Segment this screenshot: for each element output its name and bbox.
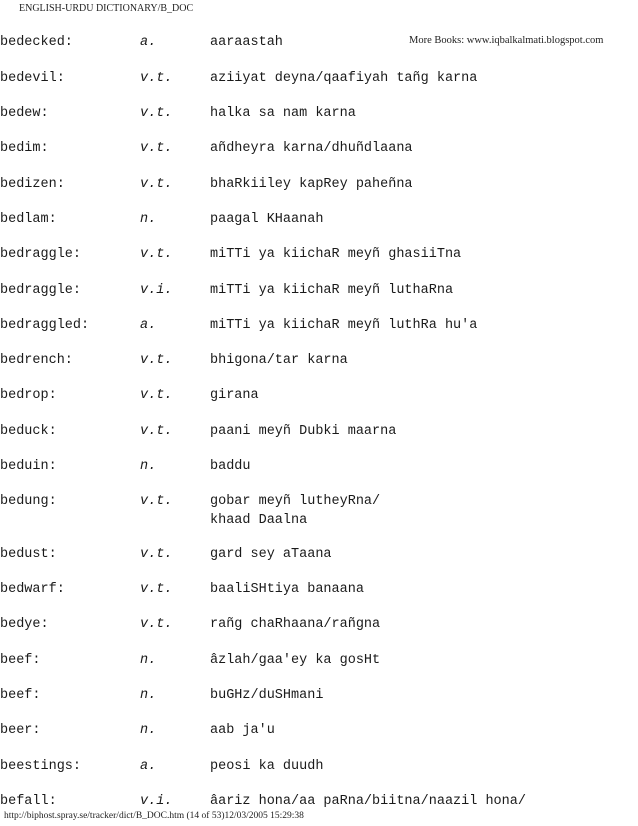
- entry-meaning: gard sey aTaana: [210, 547, 332, 562]
- entry-meaning: buGHz/duSHmani: [210, 688, 324, 703]
- entry-part-of-speech: a.: [140, 759, 157, 774]
- entry-meaning: âariz hona/aa paRna/biitna/naazil hona/: [210, 794, 526, 809]
- entry-word: bedevil:: [0, 71, 65, 86]
- entry-part-of-speech: v.t.: [140, 141, 173, 156]
- entry-part-of-speech: v.t.: [140, 388, 173, 403]
- entry-word: beduck:: [0, 424, 57, 439]
- entry-part-of-speech: n.: [140, 653, 157, 668]
- entry-meaning: miTTi ya kiichaR meyñ luthaRna: [210, 283, 454, 298]
- entry-meaning: aziiyat deyna/qaafiyah tañg karna: [210, 71, 478, 86]
- entry-word: bedraggled:: [0, 318, 90, 333]
- entry-part-of-speech: v.t.: [140, 177, 173, 192]
- entry-part-of-speech: v.i.: [140, 794, 173, 809]
- entry-word: beef:: [0, 653, 41, 668]
- entry-part-of-speech: v.t.: [140, 547, 173, 562]
- entry-meaning: paani meyñ Dubki maarna: [210, 424, 397, 439]
- entry-meaning: añdheyra karna/dhuñdlaana: [210, 141, 413, 156]
- entry-word: bedraggle:: [0, 247, 82, 262]
- entry-word: beestings:: [0, 759, 82, 774]
- entry-word: bedust:: [0, 547, 57, 562]
- entry-meaning: baddu: [210, 459, 251, 474]
- entry-meaning: bhigona/tar karna: [210, 353, 348, 368]
- entry-part-of-speech: v.t.: [140, 353, 173, 368]
- entry-word: beef:: [0, 688, 41, 703]
- entry-part-of-speech: v.t.: [140, 424, 173, 439]
- entry-word: befall:: [0, 794, 57, 809]
- entry-meaning: bhaRkiiley kapRey paheñna: [210, 177, 413, 192]
- entry-word: bedizen:: [0, 177, 65, 192]
- entry-word: bedecked:: [0, 35, 73, 50]
- entry-meaning: gobar meyñ lutheyRna/: [210, 494, 381, 509]
- entry-part-of-speech: a.: [140, 35, 157, 50]
- entry-part-of-speech: n.: [140, 723, 157, 738]
- entry-meaning: peosi ka duudh: [210, 759, 324, 774]
- entry-part-of-speech: v.t.: [140, 247, 173, 262]
- entry-part-of-speech: v.t.: [140, 106, 173, 121]
- entry-word: bedye:: [0, 617, 49, 632]
- footer-url: http://biphost.spray.se/tracker/dict/B_DOC.htm (14 of 53)12/03/2005 15:29:38: [4, 811, 304, 821]
- entry-part-of-speech: v.t.: [140, 71, 173, 86]
- entry-word: bedlam:: [0, 212, 57, 227]
- entry-meaning: aab ja'u: [210, 723, 275, 738]
- entry-meaning: halka sa nam karna: [210, 106, 356, 121]
- entry-meaning: baaliSHtiya banaana: [210, 582, 364, 597]
- entry-meaning: miTTi ya kiichaR meyñ luthRa hu'a: [210, 318, 478, 333]
- entry-part-of-speech: v.t.: [140, 582, 173, 597]
- entry-part-of-speech: n.: [140, 459, 157, 474]
- entry-word: bedew:: [0, 106, 49, 121]
- entry-word: beer:: [0, 723, 41, 738]
- page-header-title: ENGLISH-URDU DICTIONARY/B_DOC: [19, 3, 194, 14]
- entry-meaning: rañg chaRhaana/rañgna: [210, 617, 381, 632]
- entry-part-of-speech: n.: [140, 212, 157, 227]
- entry-meaning-continued: khaad Daalna: [210, 513, 308, 528]
- entry-word: bedraggle:: [0, 283, 82, 298]
- entry-part-of-speech: a.: [140, 318, 157, 333]
- entry-part-of-speech: n.: [140, 688, 157, 703]
- entry-part-of-speech: v.i.: [140, 283, 173, 298]
- entry-word: bedrench:: [0, 353, 73, 368]
- entry-word: bedwarf:: [0, 582, 65, 597]
- entry-meaning: âzlah/gaa'ey ka gosHt: [210, 653, 381, 668]
- entry-word: bedung:: [0, 494, 57, 509]
- entry-word: bedim:: [0, 141, 49, 156]
- entry-word: bedrop:: [0, 388, 57, 403]
- entry-meaning: miTTi ya kiichaR meyñ ghasiiTna: [210, 247, 462, 262]
- more-books-link[interactable]: More Books: www.iqbalkalmati.blogspot.com: [409, 35, 604, 46]
- entry-meaning: aaraastah: [210, 35, 283, 50]
- entry-meaning: girana: [210, 388, 259, 403]
- entry-meaning: paagal KHaanah: [210, 212, 324, 227]
- entry-part-of-speech: v.t.: [140, 617, 173, 632]
- entry-word: beduin:: [0, 459, 57, 474]
- entry-part-of-speech: v.t.: [140, 494, 173, 509]
